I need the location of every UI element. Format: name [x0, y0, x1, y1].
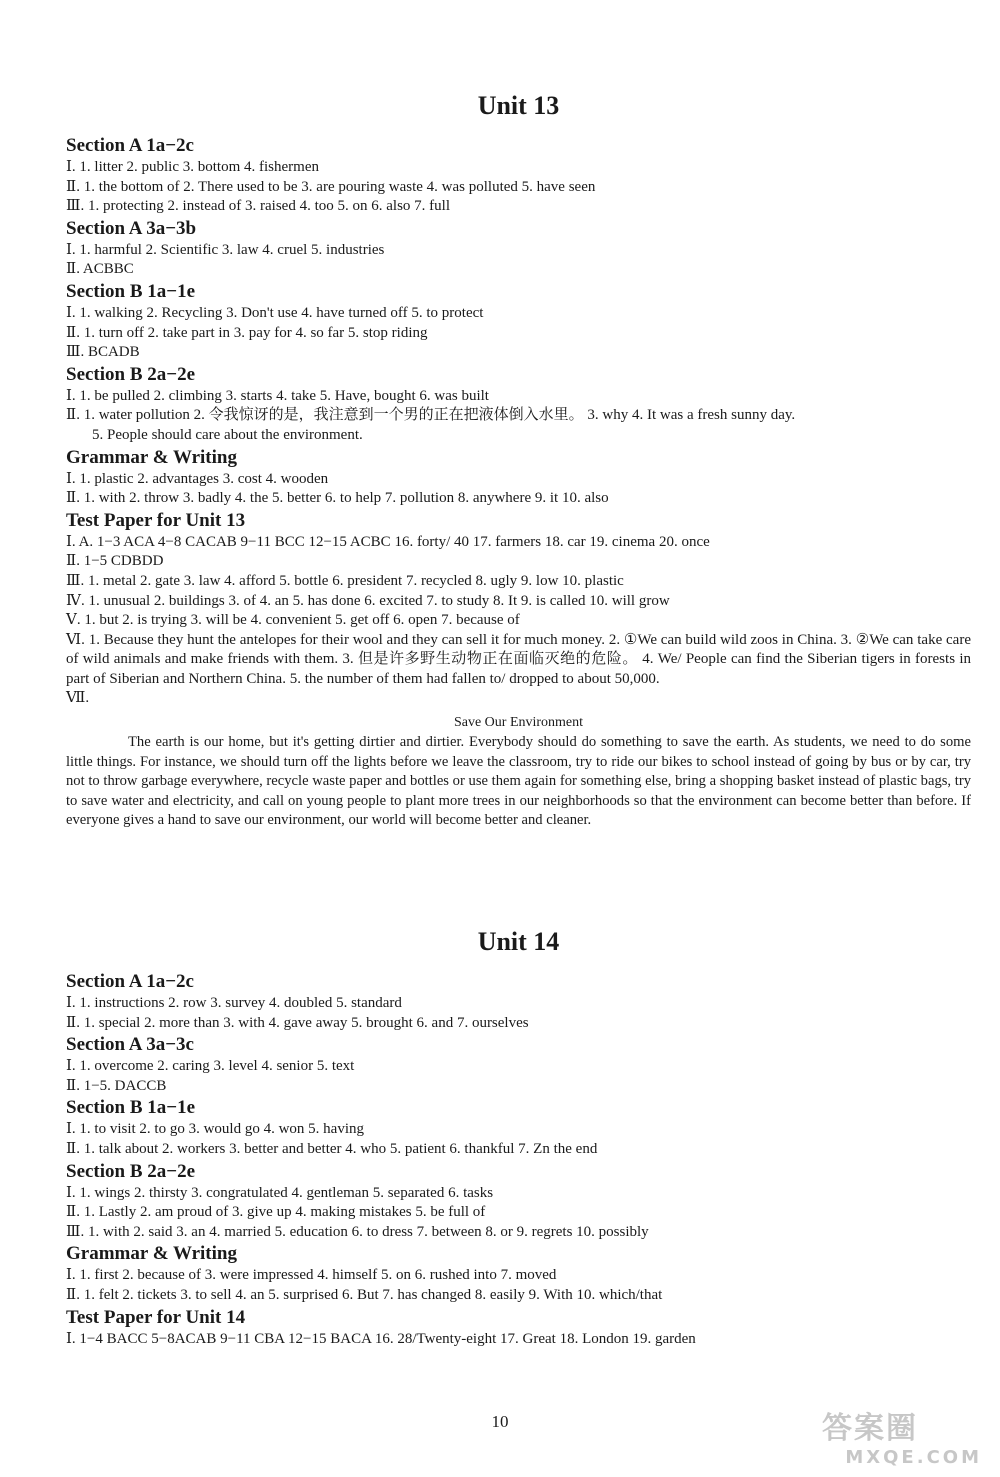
section-heading: Test Paper for Unit 13 [66, 509, 246, 531]
answer-line: Ⅱ. 1. special 2. more than 3. with 4. gave away 5. brought 6. and 7. ourselves [66, 1014, 529, 1031]
answer-line: Ⅰ. 1. harmful 2. Scientific 3. law 4. cruel 5. industries [66, 241, 385, 258]
answer-line: Ⅱ. ACBBC [66, 261, 134, 278]
answer-line: Ⅰ. 1. plastic 2. advantages 3. cost 4. wooden [66, 470, 329, 487]
answer-line: Ⅴ. 1. but 2. is trying 3. will be 4. convenient 5. get off 6. open 7. because of [66, 612, 520, 629]
unit-14-title: Unit 14 [477, 927, 560, 956]
section-heading: Grammar & Writing [66, 446, 237, 468]
answer-line: Ⅵ. 1. Because they hunt the antelopes for their wool and they can sell it for much money. 2. ①We can build wild zoos in China. 3. ②We can take care of wild animals and make friends with them. 3. 但是许多野生动物正在面临灭绝的危险。 4. We/ People can find the Siberian tigers in forests in part of Siberian and Northern China. 5. the number of them had fallen to/ dropped to about 50,000. [66, 631, 971, 687]
section-heading: Section B 2a−2e [66, 363, 196, 385]
answer-line: Ⅱ. 1−5 CDBDD [66, 553, 164, 570]
answer-line: Ⅰ. 1. instructions 2. row 3. survey 4. doubled 5. standard [66, 995, 402, 1011]
answer-line: Ⅱ. 1−5. DACCB [66, 1077, 167, 1094]
section-block [66, 1160, 971, 1243]
answer-line: Ⅱ. 1. Lastly 2. am proud of 3. give up 4. making mistakes 5. be full of [66, 1204, 486, 1221]
watermark-logo [822, 1403, 982, 1467]
section-block [66, 134, 971, 217]
answer-line: Ⅲ. BCADB [66, 344, 140, 361]
section-heading: Section A 3a−3c [66, 1034, 194, 1056]
section-block [66, 1033, 971, 1096]
answer-line: Ⅰ. 1. litter 2. public 3. bottom 4. fishermen [66, 159, 319, 175]
section-heading: Section A 1a−2c [66, 971, 194, 992]
section-heading: Section A 3a−3b [66, 217, 197, 239]
section-block [66, 280, 971, 363]
answer-line: Ⅰ. 1. overcome 2. caring 3. level 4. senior 5. text [66, 1058, 355, 1075]
section-block [66, 1306, 971, 1350]
section-block [66, 363, 971, 446]
answer-line: Ⅱ. 1. turn off 2. take part in 3. pay for 4. so far 5. stop riding [66, 324, 428, 341]
answer-line: Ⅰ. 1. be pulled 2. climbing 3. starts 4. take 5. Have, bought 6. was built [66, 387, 489, 404]
answer-line: Ⅳ. 1. unusual 2. buildings 3. of 4. an 5. has done 6. excited 7. to study 8. It 9. is called 10. will grow [66, 592, 670, 609]
essay-text: The earth is our home, but it's getting dirtier and dirtier. Everybody should do something to save the earth. As students, we need to do some little things. For instance, we should turn off the lights before we leave the classroom, try to ride our bikes to school instead of going by bus or by car, try not to throw garbage everywhere, recycle waste paper and bottles or use them again for something else, bring a shopping basket instead of plastic bags, try to save water and electricity, and call on young people to plant more trees in our neighborhoods so that the environment can become better than before. If everyone gives a hand to save our environment, our world will become better and cleaner. [66, 734, 971, 829]
page-number: 10 [491, 1412, 509, 1431]
answer-line: Ⅰ. 1−4 BACC 5−8ACAB 9−11 CBA 12−15 BACA 16. 28/Twenty-eight 17. Great 18. London 19. garden [66, 1330, 696, 1347]
watermark-url: MXQE.COM [845, 1447, 982, 1468]
section-block [66, 1096, 971, 1159]
answer-line: Ⅲ. 1. metal 2. gate 3. law 4. afford 5. bottle 6. president 7. recycled 8. ugly 9. low 10. plastic [66, 572, 624, 589]
section-block [66, 1242, 971, 1305]
answer-line: 5. People should care about the environment. [92, 426, 363, 443]
answer-line: Ⅱ. 1. with 2. throw 3. badly 4. the 5. better 6. to help 7. pollution 8. anywhere 9. it 10. also [66, 490, 609, 507]
answer-line: Ⅱ. 1. felt 2. tickets 3. to sell 4. an 5. surprised 6. But 7. has changed 8. easily 9. With 10. which/that [66, 1286, 663, 1303]
answer-line: Ⅱ. 1. talk about 2. workers 3. better and better 4. who 5. patient 6. thankful 7. Zn the end [66, 1140, 598, 1157]
answer-line: Ⅶ. [66, 690, 90, 707]
answer-line: Ⅱ. 1. the bottom of 2. There used to be 3. are pouring waste 4. was polluted 5. have seen [66, 178, 596, 195]
answer-line: Ⅰ. 1. to visit 2. to go 3. would go 4. won 5. having [66, 1121, 365, 1138]
section-block [66, 509, 971, 709]
unit-13-block [66, 90, 971, 831]
answer-line: Ⅰ. 1. wings 2. thirsty 3. congratulated 4. gentleman 5. separated 6. tasks [66, 1184, 494, 1201]
section-block [66, 970, 971, 1033]
section-heading: Section B 2a−2e [66, 1160, 196, 1182]
answer-line: Ⅲ. 1. with 2. said 3. an 4. married 5. education 6. to dress 7. between 8. or 9. regrets 10. possibly [66, 1223, 649, 1240]
unit-13-title: Unit 13 [477, 91, 560, 120]
answer-line: Ⅱ. 1. water pollution 2. 令我惊讶的是，我注意到一个男的正在把液体倒入水里。 3. why 4. It was a fresh sunny day. [66, 407, 796, 424]
watermark-text: 答案圈 [822, 1411, 918, 1446]
unit-14-block [66, 926, 971, 1349]
section-heading: Section A 1a−2c [66, 135, 194, 156]
answer-line: Ⅰ. 1. first 2. because of 3. were impressed 4. himself 5. on 6. rushed into 7. moved [66, 1267, 557, 1284]
answer-line: Ⅰ. 1. walking 2. Recycling 3. Don't use 4. have turned off 5. to protect [66, 304, 484, 321]
section-heading: Section B 1a−1e [66, 280, 196, 302]
essay-title: Save Our Environment [453, 715, 584, 731]
section-block [66, 217, 971, 280]
answer-line: Ⅰ. A. 1−3 ACA 4−8 CACAB 9−11 BCC 12−15 ACBC 16. forty/ 40 17. farmers 18. car 19. cinema 20. once [66, 533, 710, 550]
section-block [66, 446, 971, 509]
section-heading: Test Paper for Unit 14 [66, 1306, 246, 1328]
section-heading: Section B 1a−1e [66, 1097, 196, 1119]
answer-line: Ⅲ. 1. protecting 2. instead of 3. raised 4. too 5. on 6. also 7. full [66, 198, 450, 215]
section-heading: Grammar & Writing [66, 1243, 237, 1265]
